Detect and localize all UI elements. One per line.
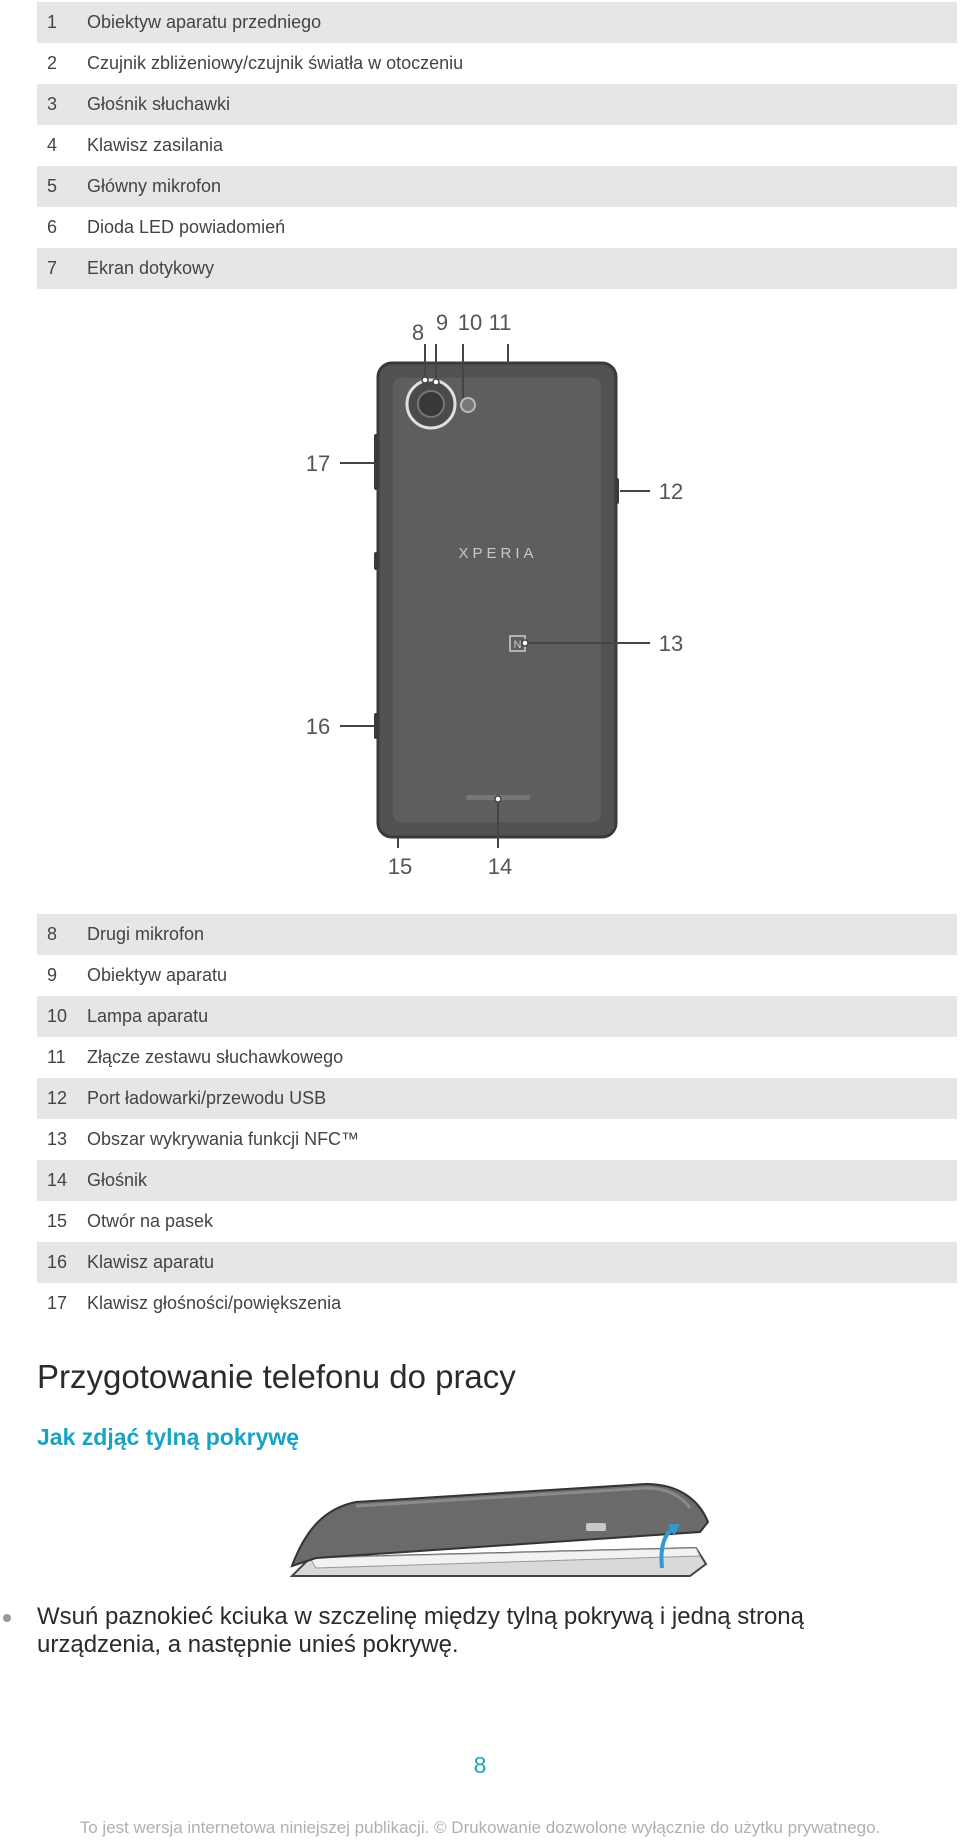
- legend-number: 4: [47, 135, 58, 155]
- legend-label: Klawisz zasilania: [87, 135, 224, 155]
- cover-slot: [586, 1523, 606, 1531]
- legend-row: [37, 914, 957, 955]
- legend-label: Obiektyw aparatu przedniego: [87, 12, 322, 32]
- legend-label: Głośnik: [87, 1170, 148, 1190]
- phone-back-illustration: [288, 308, 708, 898]
- legend-number: 13: [47, 1129, 68, 1149]
- legend-number: 15: [47, 1211, 68, 1231]
- legend-label: Główny mikrofon: [87, 176, 222, 196]
- legend-label: Złącze zestawu słuchawkowego: [87, 1047, 344, 1067]
- camera-lens-inner: [418, 391, 444, 417]
- remove-cover-illustration: [286, 1478, 712, 1588]
- nfc-letter: N: [513, 639, 522, 651]
- legend-label: Port ładowarki/przewodu USB: [87, 1088, 327, 1108]
- instruction-text: Wsuń paznokieć kciuka w szczelinę między tylną pokrywą i jedną stroną urządzenia, a następnie unieś pokrywę.: [37, 1603, 805, 1658]
- legend-bottom: [37, 914, 957, 1324]
- legend-row: [37, 43, 957, 84]
- legend-label: Ekran dotykowy: [87, 258, 215, 278]
- camera-flash: [461, 398, 475, 412]
- callout-9: 9: [435, 310, 449, 335]
- legend-number: 2: [47, 53, 58, 73]
- legend-number: 6: [47, 217, 58, 237]
- callout-17: 17: [305, 451, 331, 476]
- legend-label: Czujnik zbliżeniowy/czujnik światła w otoczeniu: [87, 53, 464, 73]
- legend-row: [37, 248, 957, 289]
- legend-row: [37, 1160, 957, 1201]
- legend-label: Dioda LED powiadomień: [87, 217, 286, 237]
- legend-row: [37, 1078, 957, 1119]
- legend-row: [37, 1201, 957, 1242]
- subsection-title: Jak zdjąć tylną pokrywę: [37, 1424, 300, 1450]
- legend-label: Obszar wykrywania funkcji NFC™: [87, 1129, 360, 1149]
- legend-row: [37, 1283, 957, 1324]
- legend-row: [37, 207, 957, 248]
- bullet-icon: [3, 1614, 11, 1622]
- legend-row: [37, 1119, 957, 1160]
- legend-label: Głośnik słuchawki: [87, 94, 231, 114]
- legend-number: 16: [47, 1252, 68, 1272]
- legend-number: 1: [47, 12, 58, 32]
- legend-number: 9: [47, 965, 58, 985]
- legend-label: Otwór na pasek: [87, 1211, 214, 1231]
- legend-number: 3: [47, 94, 58, 114]
- callout-15: 15: [387, 854, 413, 879]
- callout-16: 16: [305, 714, 331, 739]
- callout-11: 11: [488, 310, 512, 335]
- footer-note: To jest wersja internetowa niniejszej publikacji. © Drukowanie dozwolone wyłącznie do użytku prywatnego.: [79, 1818, 881, 1837]
- legend-row: [37, 1242, 957, 1283]
- legend-row: [37, 955, 957, 996]
- usb-port: [615, 478, 619, 504]
- phone-back-svg: [288, 308, 708, 898]
- legend-row: [37, 84, 957, 125]
- legend-top: [37, 2, 957, 289]
- brand-logo: XPERIA: [458, 545, 538, 562]
- legend-number: 5: [47, 176, 58, 196]
- callout-14: 14: [487, 854, 513, 879]
- callout-8: 8: [411, 320, 425, 345]
- legend-number: 7: [47, 258, 58, 278]
- callout-12: 12: [658, 479, 684, 504]
- power-key: [374, 552, 379, 570]
- legend-number: 17: [47, 1293, 68, 1313]
- legend-row: [37, 1037, 957, 1078]
- page-number: 8: [473, 1752, 487, 1778]
- legend-label: Klawisz aparatu: [87, 1252, 215, 1272]
- legend-label: Klawisz głośności/powiększenia: [87, 1293, 342, 1313]
- section-title: Przygotowanie telefonu do pracy: [37, 1358, 516, 1395]
- legend-number: 10: [47, 1006, 68, 1026]
- phone-back-panel: [393, 378, 601, 822]
- legend-label: Obiektyw aparatu: [87, 965, 228, 985]
- callout-10: 10: [457, 310, 483, 335]
- legend-row: [37, 996, 957, 1037]
- legend-row: [37, 125, 957, 166]
- callout-13: 13: [658, 631, 684, 656]
- camera-key: [374, 713, 379, 739]
- volume-key: [374, 434, 379, 490]
- legend-row: [37, 166, 957, 207]
- legend-number: 12: [47, 1088, 68, 1108]
- legend-number: 14: [47, 1170, 68, 1190]
- legend-label: Drugi mikrofon: [87, 924, 205, 944]
- legend-number: 8: [47, 924, 58, 944]
- legend-number: 11: [47, 1047, 66, 1067]
- legend-row: [37, 2, 957, 43]
- legend-label: Lampa aparatu: [87, 1006, 209, 1026]
- remove-cover-svg: [286, 1478, 712, 1588]
